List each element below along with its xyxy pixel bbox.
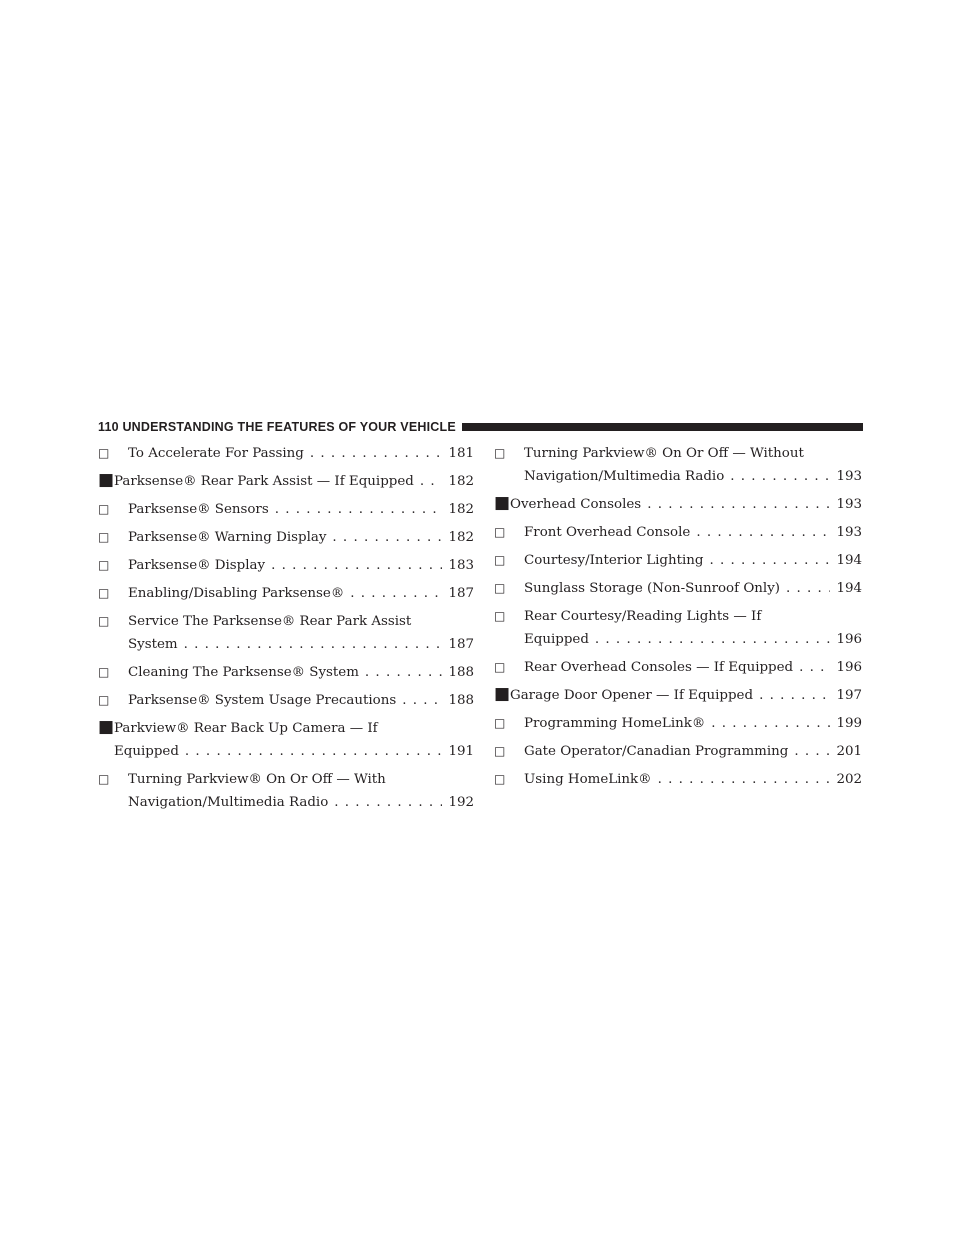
dot-leader: [658, 768, 831, 791]
toc-entry-title-line1: Rear Courtesy/Reading Lights — If: [524, 609, 762, 624]
empty-square-bullet-icon: □: [98, 586, 110, 600]
empty-square-bullet-icon: □: [98, 614, 110, 628]
toc-entry-page-number: 199: [836, 716, 862, 731]
dot-leader: [334, 791, 442, 814]
toc-entry-title: Using HomeLink®: [524, 772, 652, 787]
toc-entry-page-number: 182: [448, 502, 474, 517]
toc-entry-page-number: 191: [448, 744, 474, 759]
toc-entry-title: Parksense® Warning Display: [128, 530, 327, 545]
toc-subsection-entry[interactable]: [98, 498, 474, 521]
toc-subsection-entry[interactable]: [494, 656, 862, 679]
toc-left-column: [98, 442, 474, 819]
dot-leader: [275, 498, 443, 521]
toc-entry-title: Parksense® Rear Park Assist — If Equipped: [114, 474, 414, 489]
toc-entry-title: Rear Overhead Consoles — If Equipped: [524, 660, 794, 675]
toc-entry-page-number: 182: [448, 530, 474, 545]
toc-entry-title: Garage Door Opener — If Equipped: [510, 688, 754, 703]
toc-subsection-entry[interactable]: [494, 768, 862, 791]
empty-square-bullet-icon: □: [494, 744, 506, 758]
empty-square-bullet-icon: □: [98, 665, 110, 679]
toc-entry-title: Parksense® System Usage Precautions: [128, 693, 397, 708]
toc-entry-title: Navigation/Multimedia Radio: [128, 795, 329, 810]
toc-entry-title: Parksense® Display: [128, 558, 266, 573]
toc-subsection-entry[interactable]: [494, 577, 862, 600]
toc-subsection-entry[interactable]: [98, 610, 474, 656]
empty-square-bullet-icon: □: [494, 553, 506, 567]
toc-entry-title-line1: Turning Parkview® On Or Off — With: [128, 772, 386, 787]
filled-square-bullet-icon: ■: [98, 470, 115, 490]
dot-leader: [184, 633, 443, 656]
filled-square-bullet-icon: ■: [494, 493, 511, 513]
empty-square-bullet-icon: □: [98, 446, 110, 460]
empty-square-bullet-icon: □: [98, 558, 110, 572]
toc-section-entry[interactable]: [98, 717, 474, 763]
toc-entry-page-number: 188: [448, 665, 474, 680]
toc-entry-page-number: 194: [836, 581, 862, 596]
empty-square-bullet-icon: □: [98, 530, 110, 544]
dot-leader: [709, 549, 830, 572]
toc-entry-title-line1: Service The Parksense® Rear Park Assist: [128, 614, 412, 629]
toc-entry-title-line1: Turning Parkview® On Or Off — Without: [524, 446, 804, 461]
toc-subsection-entry[interactable]: [494, 712, 862, 735]
toc-subsection-entry[interactable]: [98, 768, 474, 814]
toc-entry-title-line1: Parkview® Rear Back Up Camera — If: [114, 721, 378, 736]
dot-leader: [647, 493, 830, 516]
dot-leader: [332, 526, 442, 549]
toc-entry-title: Equipped: [114, 744, 179, 759]
dot-leader: [350, 582, 442, 605]
toc-section-entry[interactable]: [494, 493, 862, 516]
toc-entry-page-number: 202: [836, 772, 862, 787]
toc-section-entry[interactable]: [98, 470, 474, 493]
empty-square-bullet-icon: □: [494, 716, 506, 730]
toc-entry-title: Enabling/Disabling Parksense®: [128, 586, 345, 601]
empty-square-bullet-icon: □: [494, 525, 506, 539]
dot-leader: [595, 628, 831, 651]
dot-leader: [402, 689, 442, 712]
toc-subsection-entry[interactable]: [98, 554, 474, 577]
toc-entry-title: System: [128, 637, 178, 652]
toc-subsection-entry[interactable]: [98, 526, 474, 549]
header-rule: [462, 423, 863, 431]
toc-entry-title: Equipped: [524, 632, 589, 647]
toc-subsection-entry[interactable]: [494, 549, 862, 572]
toc-subsection-entry[interactable]: [98, 661, 474, 684]
toc-entry-page-number: 193: [836, 469, 862, 484]
toc-entry-title: Navigation/Multimedia Radio: [524, 469, 725, 484]
empty-square-bullet-icon: □: [98, 502, 110, 516]
toc-entry-title: Courtesy/Interior Lighting: [524, 553, 704, 568]
toc-entry-page-number: 181: [448, 446, 474, 461]
dot-leader: [786, 577, 830, 600]
toc-entry-page-number: 192: [448, 795, 474, 810]
page-number-and-section-title: 110 UNDERSTANDING THE FEATURES OF YOUR VEHICLE: [98, 420, 456, 434]
empty-square-bullet-icon: □: [494, 609, 506, 623]
toc-subsection-entry[interactable]: [98, 689, 474, 712]
toc-subsection-entry[interactable]: [494, 442, 862, 488]
toc-section-entry[interactable]: [494, 684, 862, 707]
toc-entry-page-number: 183: [448, 558, 474, 573]
dot-leader: [271, 554, 442, 577]
toc-entry-page-number: 193: [836, 525, 862, 540]
toc-entry-title: Cleaning The Parksense® System: [128, 665, 359, 680]
dot-leader: [759, 684, 830, 707]
toc-entry-page-number: 196: [836, 660, 862, 675]
empty-square-bullet-icon: □: [98, 772, 110, 786]
toc-entry-title: Gate Operator/Canadian Programming: [524, 744, 789, 759]
empty-square-bullet-icon: □: [494, 581, 506, 595]
dot-leader: [799, 656, 830, 679]
toc-entry-title: Programming HomeLink®: [524, 716, 706, 731]
toc-subsection-entry[interactable]: [98, 582, 474, 605]
empty-square-bullet-icon: □: [494, 660, 506, 674]
toc-right-column: [494, 442, 862, 796]
empty-square-bullet-icon: □: [98, 693, 110, 707]
toc-entry-title: Sunglass Storage (Non-Sunroof Only): [524, 581, 780, 596]
dot-leader: [420, 470, 443, 493]
toc-entry-page-number: 196: [836, 632, 862, 647]
filled-square-bullet-icon: ■: [494, 684, 511, 704]
toc-entry-title: To Accelerate For Passing: [128, 446, 304, 461]
toc-subsection-entry[interactable]: [494, 605, 862, 651]
toc-entry-page-number: 193: [836, 497, 862, 512]
dot-leader: [365, 661, 443, 684]
dot-leader: [794, 740, 830, 763]
toc-entry-page-number: 197: [836, 688, 862, 703]
toc-entry-page-number: 187: [448, 637, 474, 652]
toc-entry-title: Front Overhead Console: [524, 525, 691, 540]
toc-entry-page-number: 187: [448, 586, 474, 601]
dot-leader: [185, 740, 443, 763]
page-header: [98, 418, 863, 436]
toc-entry-page-number: 182: [448, 474, 474, 489]
toc-subsection-entry[interactable]: [98, 442, 474, 465]
toc-entry-title: Parksense® Sensors: [128, 502, 269, 517]
toc-subsection-entry[interactable]: [494, 740, 862, 763]
dot-leader: [696, 521, 830, 544]
dot-leader: [711, 712, 830, 735]
empty-square-bullet-icon: □: [494, 772, 506, 786]
toc-entry-page-number: 201: [836, 744, 862, 759]
toc-entry-page-number: 188: [448, 693, 474, 708]
toc-entry-title: Overhead Consoles: [510, 497, 642, 512]
dot-leader: [310, 442, 443, 465]
empty-square-bullet-icon: □: [494, 446, 506, 460]
toc-entry-page-number: 194: [836, 553, 862, 568]
dot-leader: [730, 465, 830, 488]
toc-subsection-entry[interactable]: [494, 521, 862, 544]
filled-square-bullet-icon: ■: [98, 717, 115, 737]
